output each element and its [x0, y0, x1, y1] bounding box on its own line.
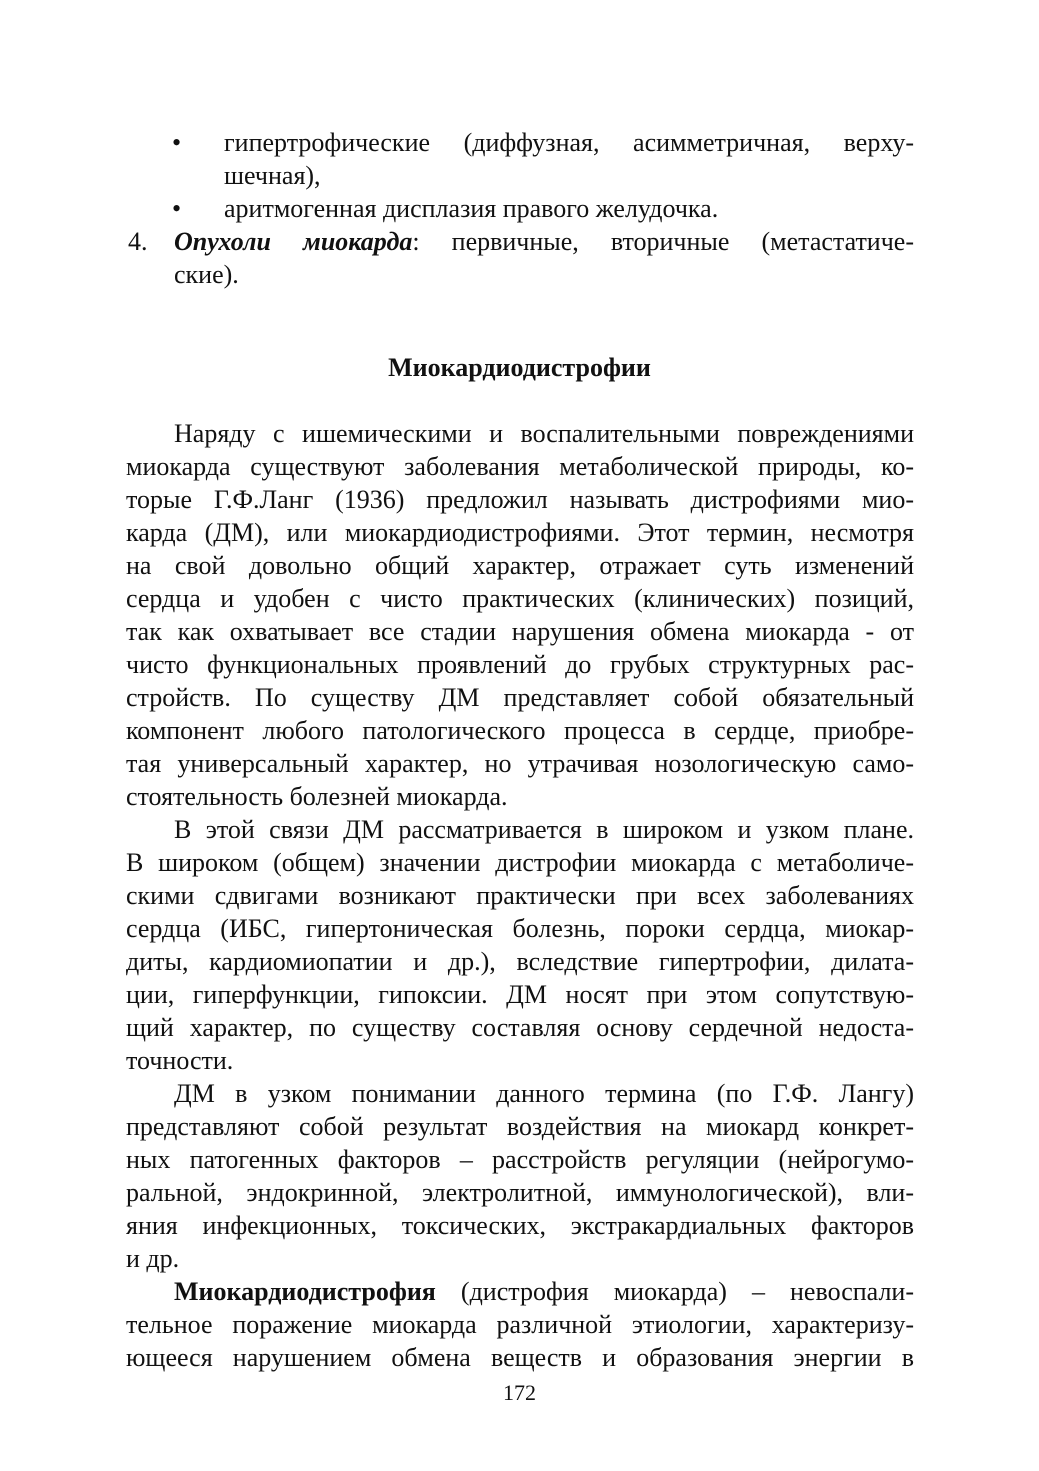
paragraph-line: стройств. По существу ДМ представляет собой обязательный [126, 683, 914, 712]
paragraph-line: ральной, эндокринной, электролитной, иммунологической), вли- [126, 1178, 914, 1207]
list-number: 4. [128, 227, 148, 256]
emphasized-term: Опухоли миокарда [174, 227, 413, 256]
paragraph-line: ДМ в узком понимании данного термина (по Г.Ф. Лангу) [174, 1079, 914, 1108]
list-item-text: : первичные, вторичные (метастатиче- [412, 227, 914, 256]
paragraph-line: скими сдвигами возникают практически при всех заболеваниях [126, 881, 914, 910]
page-number: 172 [503, 1380, 536, 1405]
list-item-line: ские). [174, 260, 239, 289]
paragraph-line: карда (ДМ), или миокардиодистрофиями. Этот термин, несмотря [126, 518, 914, 547]
list-item-line: аритмогенная дисплазия правого желудочка. [224, 194, 719, 223]
paragraph-line: В этой связи ДМ рассматривается в широком и узком плане. [174, 815, 914, 844]
paragraph-line: торые Г.Ф.Ланг (1936) предложил называть дистрофиями мио- [126, 485, 914, 514]
paragraph-line: точности. [126, 1046, 234, 1075]
paragraph-line: на свой довольно общий характер, отражает суть изменений [126, 551, 914, 580]
bullet-marker: • [172, 194, 182, 223]
definition-term: Миокардиодистрофия [174, 1277, 436, 1306]
list-item-line [174, 225, 914, 258]
paragraph-line: сердца и удобен с чисто практических (клинических) позиций, [126, 584, 914, 613]
paragraph-line [174, 1275, 914, 1308]
paragraph-line: миокарда существуют заболевания метаболической природы, ко- [126, 452, 914, 481]
paragraph-line: яния инфекционных, токсических, экстракардиальных факторов [126, 1211, 914, 1240]
paragraph-line: Наряду с ишемическими и воспалительными повреждениями [174, 419, 914, 448]
paragraph-line: ных патогенных факторов – расстройств регуляции (нейрогумо- [126, 1145, 914, 1174]
paragraph-line: ющееся нарушением обмена веществ и образования энергии в [126, 1343, 914, 1372]
paragraph-line: стоятельность болезней миокарда. [126, 782, 508, 811]
paragraph-line: и др. [126, 1244, 180, 1273]
paragraph-line: сердца (ИБС, гипертоническая болезнь, пороки сердца, миокар- [126, 914, 914, 943]
paragraph-line: тельное поражение миокарда различной этиологии, характеризу- [126, 1310, 914, 1339]
paragraph-line: ции, гиперфункции, гипоксии. ДМ носят при этом сопутствую- [126, 980, 914, 1009]
paragraph-line: компонент любого патологического процесса в сердце, приобре- [126, 716, 914, 745]
paragraph-line: так как охватывает все стадии нарушения обмена миокарда - от [126, 617, 914, 646]
section-heading: Миокардиодистрофии [388, 353, 651, 382]
paragraph-line: чисто функциональных проявлений до грубых структурных рас- [126, 650, 914, 679]
paragraph-text: (дистрофия миокарда) – невоспали- [435, 1277, 914, 1306]
paragraph-line: щий характер, по существу составляя основу сердечной недоста- [126, 1013, 914, 1042]
list-item-line: шечная), [224, 161, 321, 190]
paragraph-line: диты, кардиомиопатии и др.), вследствие гипертрофии, дилата- [126, 947, 914, 976]
paragraph-line: тая универсальный характер, но утрачивая нозологическую само- [126, 749, 914, 778]
list-item-line: гипертрофические (диффузная, асимметричная, верху- [224, 128, 914, 157]
paragraph-line: В широком (общем) значении дистрофии миокарда с метаболиче- [126, 848, 914, 877]
paragraph-line: представляют собой результат воздействия на миокард конкрет- [126, 1112, 914, 1141]
bullet-marker: • [172, 128, 182, 157]
